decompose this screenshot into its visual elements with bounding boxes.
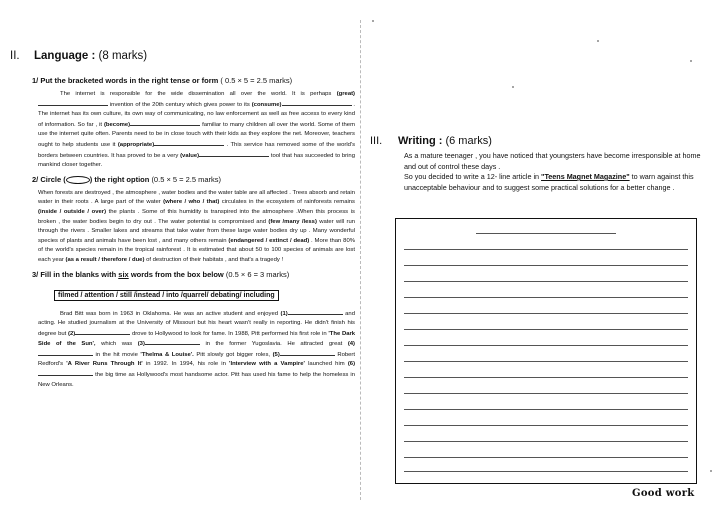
option-group[interactable]: (inside / outside / over) xyxy=(38,208,107,215)
answer-line[interactable] xyxy=(404,409,688,410)
circle-symbol-icon xyxy=(66,176,90,184)
answer-line[interactable] xyxy=(404,471,688,472)
scan-speck xyxy=(690,60,692,62)
answer-line[interactable] xyxy=(404,441,688,442)
blank[interactable] xyxy=(75,329,130,335)
q2-heading: 2/ Circle ( ) the right option (0.5 × 5 = 2.5 marks) xyxy=(32,174,222,184)
scan-speck xyxy=(710,470,712,472)
option-group[interactable]: (endangered / extinct / dead) xyxy=(228,237,310,244)
blank[interactable] xyxy=(130,120,200,126)
q1-heading: 1/ Put the bracketed words in the right tense or form ( 0.5 × 5 = 2.5 marks) xyxy=(32,76,293,85)
blank[interactable] xyxy=(38,350,93,356)
scan-speck xyxy=(512,86,514,88)
q1-paragraph: The internet is responsible for the wide dissemination all over the world. It is perhaps (great) invention of the 20th century which gives power to its (consume) . The internet has its own culture, its own way of communicating, no law enforcement as well as free access to every kind of information. So far , it (become) familiar to many children all over the world. Some of them use the internet quite often. Parents need to be in close touch with their kids as they explore the net. Moreover, teachers ought to help students use it (appropriate) . This service has removed some of the world's borders between countries. It has proved to be a very (value) tool that has succeeded to bring mankind closer together. xyxy=(38,91,356,169)
blank[interactable] xyxy=(38,100,108,106)
answer-line[interactable] xyxy=(404,249,688,250)
writing-heading: III. Writing : (6 marks) xyxy=(370,135,492,147)
answer-line[interactable] xyxy=(404,457,688,458)
answer-line[interactable] xyxy=(404,281,688,282)
option-group[interactable]: (as a result / therefore / due) xyxy=(65,256,145,263)
q3-paragraph: Brad Bitt was born in 1963 in Oklahoma. He was an active student and enjoyed (1) and acting. He studied journalism at the University of Missouri but his heart wasn't really in reporting. He didn't finish his degree but (2) drove to Hollywood to look for fame. In 1988, Pitt performed his first role in 'The Dark Side of the Sun', which was (3) in the former Yugoslavia. He attracted great (4) in the hit movie 'Thelma & Louise'. Pitt slowly got bigger roles, (5) Robert Redford's 'A River Runs Through It' in 1992. In 1994, his role in 'Interview with a Vampire' launched him (6) the big time as Hollywood's most handsome actor. Pitt has used his fame to help the homeless in New Orleans. xyxy=(38,310,356,388)
answer-line[interactable] xyxy=(404,377,688,378)
option-group[interactable]: (where / who / that) xyxy=(163,199,220,206)
blank[interactable] xyxy=(38,370,93,376)
magazine-name: "Teens Magnet Magazine" xyxy=(541,172,630,181)
language-heading: II. Language : (8 marks) xyxy=(10,50,148,62)
blank[interactable] xyxy=(154,140,224,146)
answer-line[interactable] xyxy=(404,297,688,298)
answer-line[interactable] xyxy=(404,425,688,426)
page-fold-divider xyxy=(360,20,362,500)
word-box: filmed / attention / still /instead / into /quarrel/ debating/ including xyxy=(54,290,279,301)
answer-line[interactable] xyxy=(404,329,688,330)
answer-line[interactable] xyxy=(404,265,688,266)
writing-section xyxy=(370,135,702,193)
blank[interactable] xyxy=(199,151,269,157)
blank[interactable] xyxy=(145,339,200,345)
answer-title-line[interactable] xyxy=(476,233,616,234)
option-group[interactable]: (few /many /less) xyxy=(268,218,317,225)
q2-paragraph: When forests are destroyed , the atmosphere , water bodies and the water table are all affected . Trees absorb and retain water in their roots . A large part of the water (where / who / that) circulates in the ecosystem of rainforests remains (inside / outside / over) the plants . Some of this humidity is transpired into the atmosphere .When this process is broken , the water bodies begin to dry out . The water potential is compromised and (few /many /less) water will run through the rivers . Smaller lakes and streams that take water from these large water bodies dry up . Many wonderful species of plants and animals have been lost , and many others remain (endangered / extinct / dead) . More than 80% of the world's species remain in the tropical rainforest . It is estimated that about 50 to 100 species of animals are lost each year (as a result / therefore / due) of destruction of their habitats , and that's a tragedy ! xyxy=(38,189,356,263)
blank[interactable] xyxy=(282,100,352,106)
answer-line[interactable] xyxy=(404,313,688,314)
good-work-signoff: Good work xyxy=(632,488,695,499)
blank[interactable] xyxy=(280,350,335,356)
writing-prompt: As a mature teenager , you have noticed that youngsters have become irresponsible at home and out of control these days . So you decided to write a 12- line article in "Teens Magnet Magazine" to warn against this unacceptable behaviour and to suggest some practical solutions for a better change . xyxy=(404,151,701,192)
scan-speck xyxy=(372,20,374,22)
scan-speck xyxy=(597,40,599,42)
answer-line[interactable] xyxy=(404,361,688,362)
blank[interactable] xyxy=(288,309,343,315)
answer-box[interactable] xyxy=(395,218,697,484)
answer-line[interactable] xyxy=(404,345,688,346)
q3-heading: 3/ Fill in the blanks with six words from the box below (0.5 × 6 = 3 marks) xyxy=(32,269,290,279)
answer-line[interactable] xyxy=(404,393,688,394)
language-section xyxy=(10,50,355,394)
